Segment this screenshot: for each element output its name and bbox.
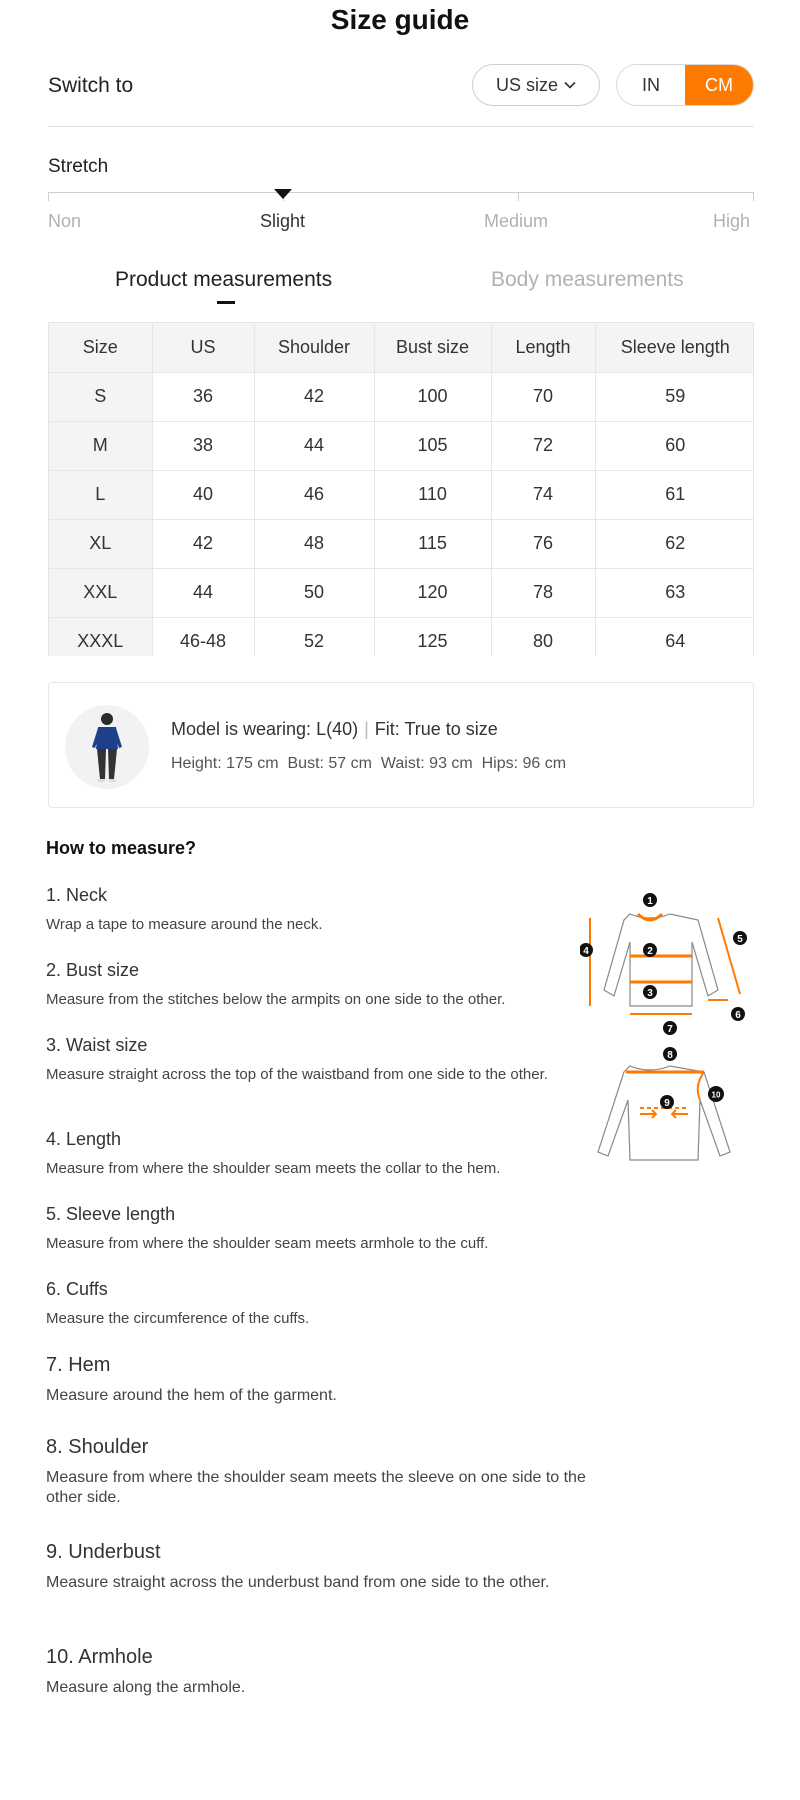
step-title: 10. Armhole	[46, 1646, 153, 1668]
measure-step	[46, 885, 616, 935]
marker-8-label: 8	[667, 1050, 673, 1061]
size-cell: S	[49, 372, 152, 421]
model-avatar	[65, 705, 149, 789]
step-description: Wrap a tape to measure around the neck.	[46, 916, 323, 933]
table-cell: 59	[595, 372, 754, 421]
size-cell: XL	[49, 519, 152, 568]
size-select-value: US size	[495, 74, 558, 95]
model-wearing: Model is wearing: L(40)	[171, 719, 359, 739]
measure-step	[46, 1035, 616, 1085]
chevron-down-icon	[564, 81, 576, 89]
step-title: 6. Cuffs	[46, 1279, 108, 1299]
sweater-back-icon	[598, 1066, 730, 1160]
step-description: Measure from where the shoulder seam meets the sleeve on one side to the other side.	[46, 1469, 586, 1506]
page-title: Size guide	[330, 4, 470, 35]
column-header: Sleeve length	[595, 323, 754, 372]
tab-product-measurements[interactable]: Product measurements	[115, 268, 333, 291]
stretch-level-high: High	[713, 211, 751, 231]
marker-10-label: 10	[711, 1090, 721, 1100]
marker-1-label: 1	[647, 896, 653, 907]
table-cell: 52	[254, 617, 374, 656]
marker-2-label: 2	[647, 946, 653, 957]
unit-switch-row	[48, 64, 754, 108]
table-cell: 64	[595, 617, 754, 656]
unit-cm-button[interactable]: CM	[685, 65, 753, 105]
measure-step	[46, 1354, 616, 1406]
step-title: 3. Waist size	[46, 1035, 148, 1055]
table-cell: 120	[374, 568, 491, 617]
table-cell: 62	[595, 519, 754, 568]
table-cell: 60	[595, 421, 754, 470]
size-cell: XXXL	[49, 617, 152, 656]
measure-step	[46, 960, 616, 1010]
table-cell: 44	[152, 568, 254, 617]
table-cell: 105	[374, 421, 491, 470]
column-header: Size	[49, 323, 152, 372]
step-title: 9. Underbust	[46, 1541, 161, 1563]
step-title: 8. Shoulder	[46, 1436, 149, 1458]
stretch-level-non: Non	[48, 211, 82, 231]
table-cell: 48	[254, 519, 374, 568]
table-row	[49, 617, 754, 656]
column-header: Bust size	[374, 323, 491, 372]
column-header: Shoulder	[254, 323, 374, 372]
table-cell: 115	[374, 519, 491, 568]
stretch-level-medium: Medium	[484, 211, 549, 231]
measure-step	[46, 1541, 616, 1593]
marker-6-label: 6	[735, 1010, 741, 1021]
table-cell: 36	[152, 372, 254, 421]
column-header: US	[152, 323, 254, 372]
size-table	[48, 322, 754, 656]
measure-step	[46, 1436, 616, 1508]
step-title: 7. Hem	[46, 1354, 111, 1376]
size-cell: L	[49, 470, 152, 519]
table-cell: 46	[254, 470, 374, 519]
measurement-tabs	[48, 268, 754, 308]
measurement-diagram	[580, 890, 760, 1230]
step-description: Measure from where the shoulder seam meets the collar to the hem.	[46, 1160, 501, 1177]
stretch-tick	[48, 192, 49, 201]
unit-toggle	[616, 64, 754, 106]
marker-4-label: 4	[583, 946, 589, 957]
table-cell: 61	[595, 470, 754, 519]
model-measurements: Height: 175 cm Bust: 57 cm Waist: 93 cm Hips: 96 cm	[171, 755, 567, 772]
marker-5-label: 5	[737, 934, 743, 945]
table-row	[49, 568, 754, 617]
table-cell: 46-48	[152, 617, 254, 656]
stretch-scale	[48, 192, 754, 193]
sweater-front-icon	[604, 914, 718, 1006]
stretch-tick	[518, 192, 519, 201]
step-description: Measure the circumference of the cuffs.	[46, 1310, 310, 1327]
stretch-title: Stretch	[48, 156, 109, 177]
step-description: Measure straight across the underbust band from one side to the other.	[46, 1574, 550, 1591]
marker-3-label: 3	[647, 988, 653, 999]
table-row	[49, 372, 754, 421]
sleeve-line	[718, 918, 740, 994]
stretch-level-slight: Slight	[260, 211, 306, 231]
model-wearing-line	[171, 719, 498, 740]
table-cell: 44	[254, 421, 374, 470]
stretch-indicator-icon	[274, 189, 292, 199]
table-cell: 38	[152, 421, 254, 470]
step-description: Measure around the hem of the garment.	[46, 1387, 337, 1404]
table-cell: 72	[491, 421, 595, 470]
column-header: Length	[491, 323, 595, 372]
table-header-row	[49, 323, 754, 372]
step-description: Measure from the stitches below the armpits on one side to the other.	[46, 991, 506, 1008]
table-cell: 78	[491, 568, 595, 617]
step-description: Measure along the armhole.	[46, 1679, 246, 1696]
switch-label: Switch to	[48, 74, 134, 97]
table-cell: 74	[491, 470, 595, 519]
marker-9-label: 9	[664, 1098, 670, 1109]
table-cell: 76	[491, 519, 595, 568]
tab-body-measurements[interactable]: Body measurements	[491, 268, 684, 291]
active-tab-indicator	[217, 301, 235, 304]
table-cell: 110	[374, 470, 491, 519]
table-cell: 40	[152, 470, 254, 519]
measure-step	[46, 1646, 616, 1698]
step-description: Measure from where the shoulder seam meets armhole to the cuff.	[46, 1235, 489, 1252]
size-cell: XXL	[49, 568, 152, 617]
stretch-tick	[753, 192, 754, 201]
measure-step	[46, 1129, 616, 1179]
step-title: 1. Neck	[46, 885, 108, 905]
measure-step	[46, 1204, 616, 1254]
table-cell: 70	[491, 372, 595, 421]
model-info-card	[48, 682, 754, 808]
table-cell: 42	[152, 519, 254, 568]
table-cell: 80	[491, 617, 595, 656]
marker-7-label: 7	[667, 1024, 673, 1035]
size-system-select[interactable]	[472, 64, 600, 106]
table-cell: 100	[374, 372, 491, 421]
table-cell: 125	[374, 617, 491, 656]
table-cell: 50	[254, 568, 374, 617]
table-row	[49, 421, 754, 470]
unit-in-button[interactable]: IN	[617, 65, 685, 105]
model-figure-icon	[65, 705, 149, 789]
size-cell: M	[49, 421, 152, 470]
model-fit: Fit: True to size	[374, 719, 498, 739]
table-row	[49, 519, 754, 568]
step-title: 5. Sleeve length	[46, 1204, 176, 1224]
how-to-measure-title: How to measure?	[46, 838, 197, 858]
step-title: 4. Length	[46, 1129, 122, 1149]
measure-step	[46, 1279, 616, 1329]
separator: |	[364, 719, 369, 739]
divider	[48, 126, 754, 127]
table-cell: 42	[254, 372, 374, 421]
step-description: Measure straight across the top of the waistband from one side to the other.	[46, 1066, 548, 1083]
table-cell: 63	[595, 568, 754, 617]
step-title: 2. Bust size	[46, 960, 140, 980]
table-row	[49, 470, 754, 519]
